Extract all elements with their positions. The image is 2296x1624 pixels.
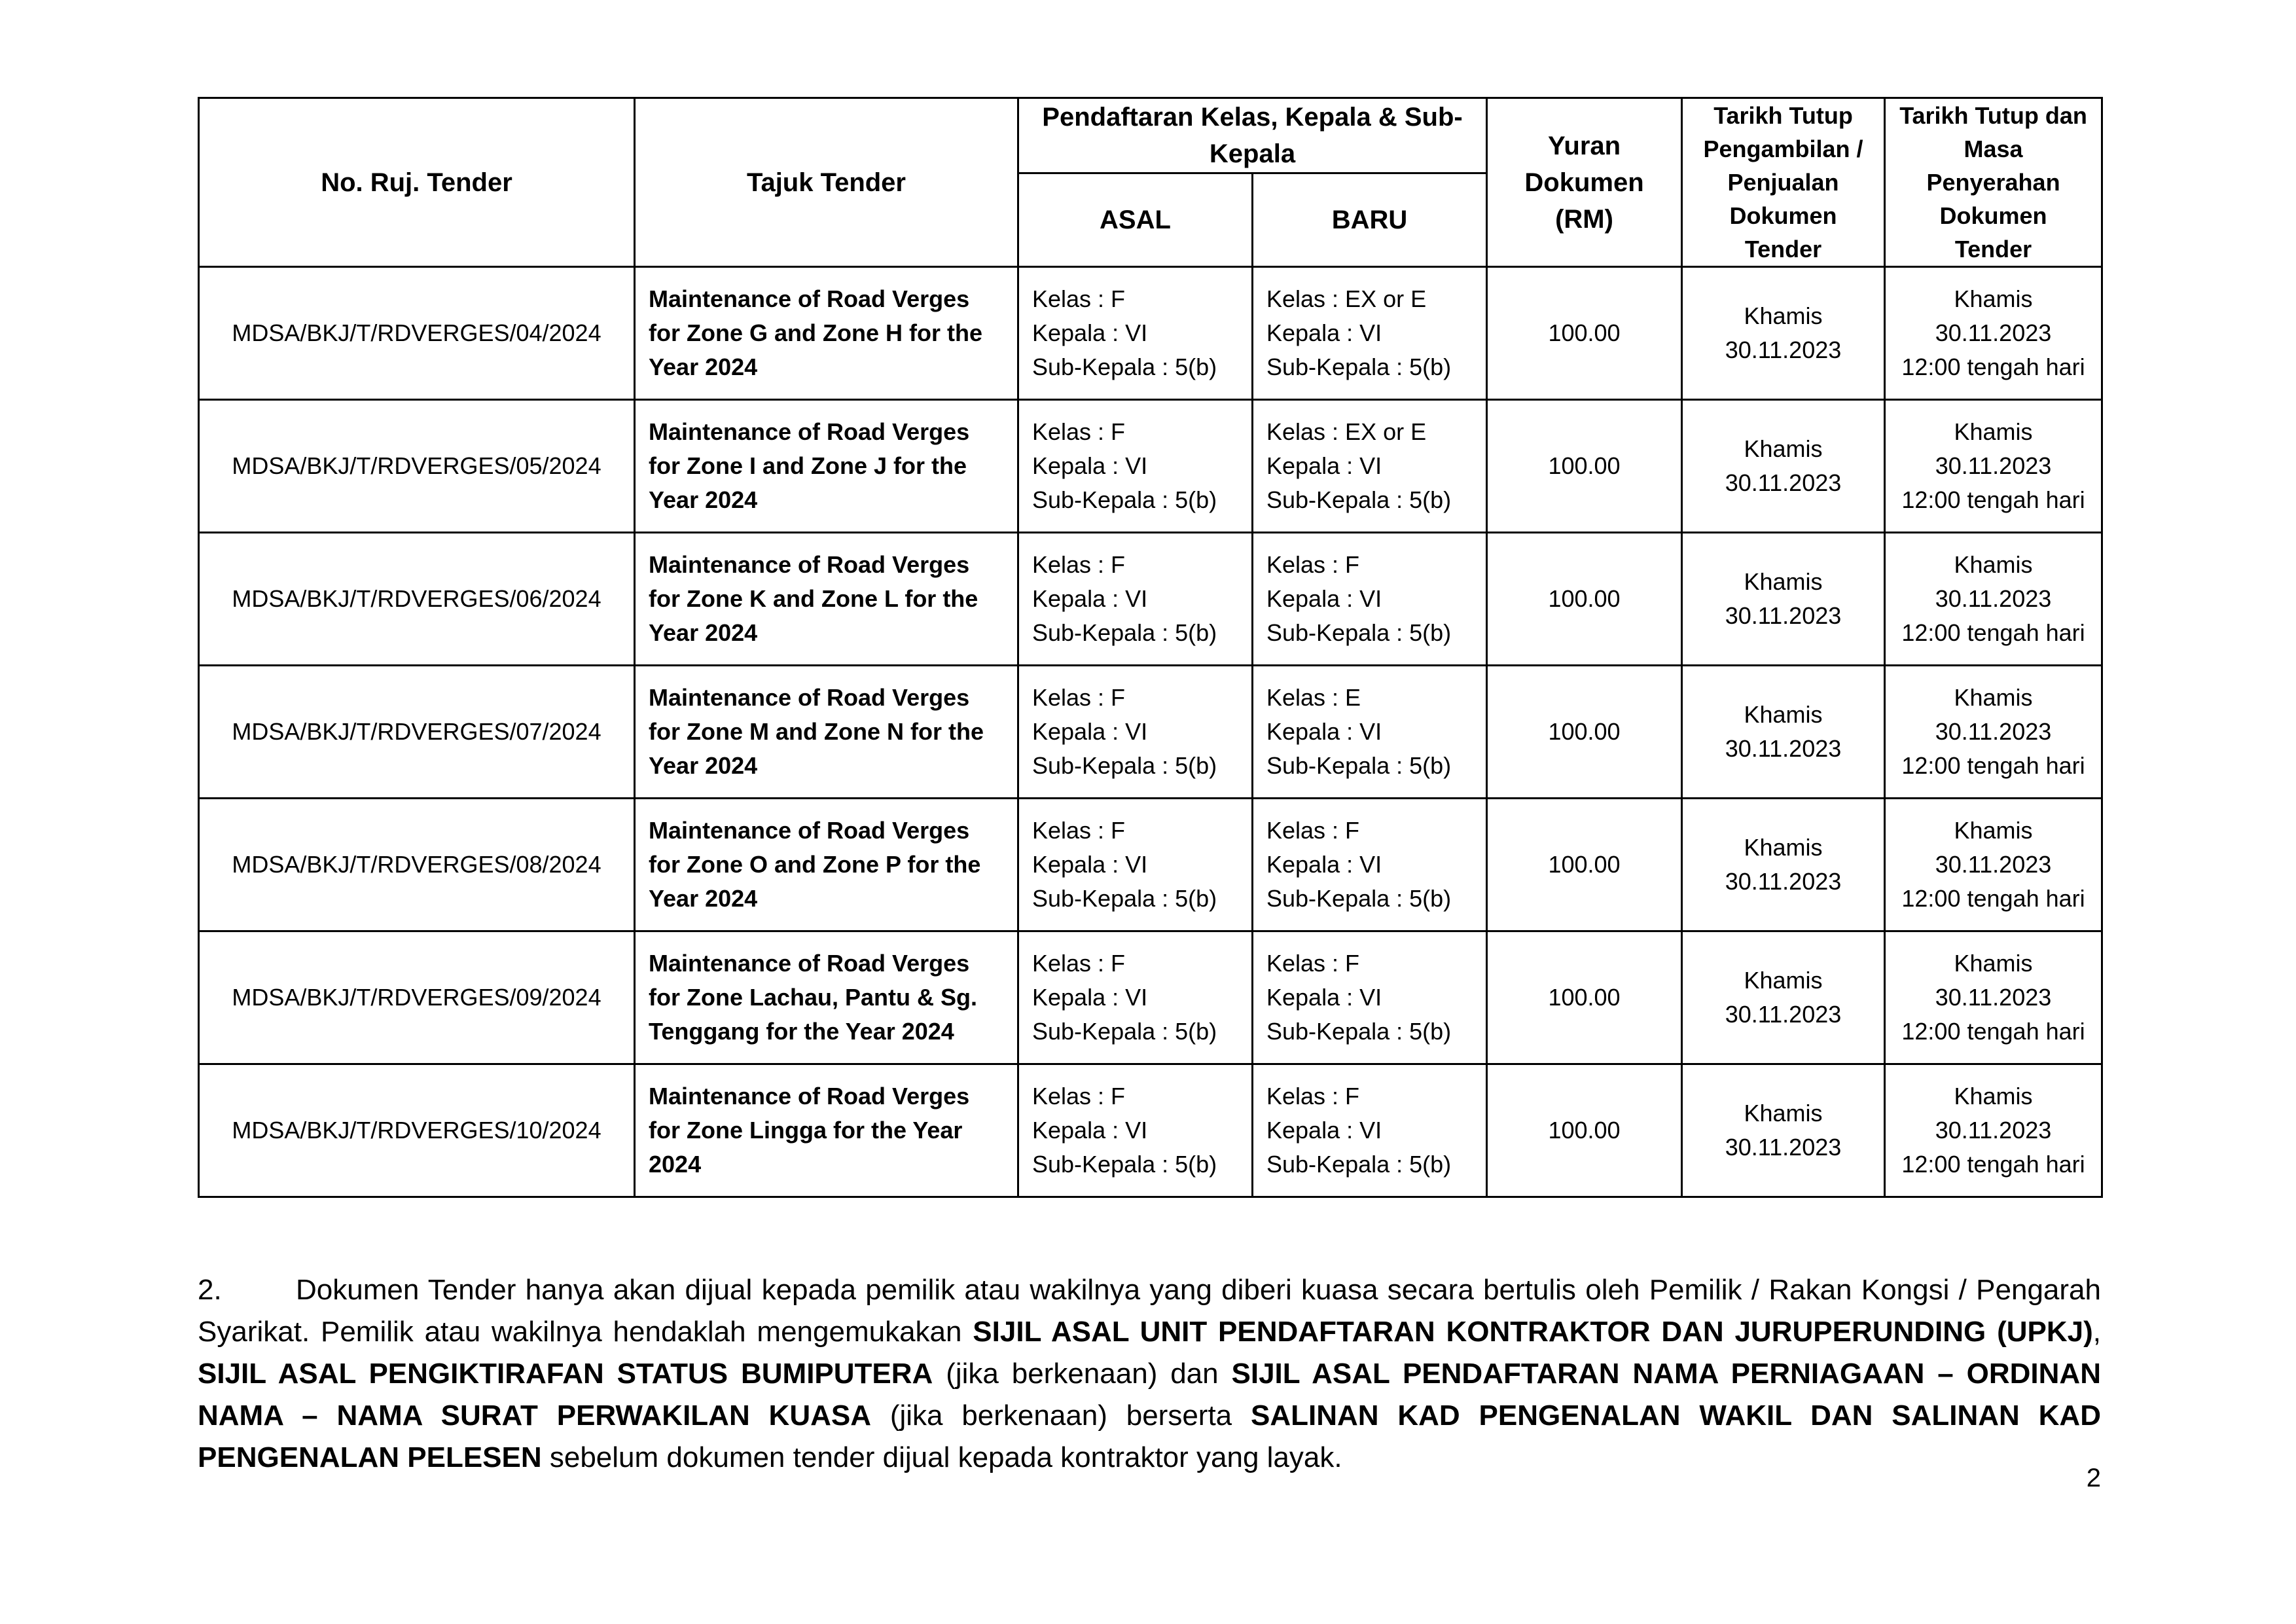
registration-line: Kelas : F <box>1266 551 1360 578</box>
tender-title <box>635 931 1018 1064</box>
document-fee: 100.00 <box>1487 1064 1682 1197</box>
document-fee: 100.00 <box>1487 931 1682 1064</box>
submission-close <box>1885 533 2102 666</box>
registration-line: Kelas : EX or E <box>1266 418 1427 445</box>
tender-title-line: Maintenance of Road Verges <box>649 1083 970 1110</box>
tender-title <box>635 666 1018 799</box>
header-asal: ASAL <box>1018 173 1253 267</box>
date-line: 30.11.2023 <box>1725 1134 1842 1161</box>
registration-baru <box>1253 533 1487 666</box>
submission-close <box>1885 666 2102 799</box>
registration-line: Kepala : VI <box>1032 718 1148 745</box>
registration-asal <box>1018 533 1253 666</box>
tender-title <box>635 1064 1018 1197</box>
registration-asal <box>1018 267 1253 400</box>
registration-line: Sub-Kepala : 5(b) <box>1266 752 1452 779</box>
registration-line: Kelas : EX or E <box>1266 285 1427 312</box>
date-line: 30.11.2023 <box>1935 718 2052 745</box>
date-line: Khamis <box>1954 418 2033 445</box>
registration-line: Kelas : F <box>1266 1083 1360 1110</box>
tender-title-line: Year 2024 <box>649 752 758 779</box>
registration-line: Kepala : VI <box>1266 718 1382 745</box>
registration-line: Sub-Kepala : 5(b) <box>1032 1018 1217 1045</box>
submission-close <box>1885 1064 2102 1197</box>
tender-title-line: for Zone K and Zone L for the <box>649 585 978 612</box>
date-line: 30.11.2023 <box>1935 1117 2052 1144</box>
document-fee: 100.00 <box>1487 799 1682 931</box>
date-line: Khamis <box>1744 967 1823 994</box>
registration-baru <box>1253 400 1487 533</box>
tender-title-line: Year 2024 <box>649 619 758 646</box>
table-row <box>199 931 2102 1064</box>
document-fee: 100.00 <box>1487 666 1682 799</box>
tender-ref-no: MDSA/BKJ/T/RDVERGES/09/2024 <box>199 931 635 1064</box>
paragraph-text: sebelum dokumen tender dijual kepada kontraktor yang layak. <box>541 1441 1342 1473</box>
tender-title <box>635 267 1018 400</box>
date-line: Khamis <box>1954 285 2033 312</box>
date-line: 12:00 tengah hari <box>1901 619 2085 646</box>
tender-title-line: Maintenance of Road Verges <box>649 950 970 977</box>
date-line: Khamis <box>1744 568 1823 595</box>
table-row <box>199 533 2102 666</box>
document-fee: 100.00 <box>1487 533 1682 666</box>
table-row <box>199 267 2102 400</box>
header-document-fee: Yuran Dokumen (RM) <box>1487 98 1682 267</box>
paragraph-bold-text: SIJIL ASAL PENGIKTIRAFAN STATUS BUMIPUTERA <box>198 1358 933 1390</box>
registration-asal <box>1018 666 1253 799</box>
sale-close-date <box>1682 931 1885 1064</box>
submission-close <box>1885 799 2102 931</box>
tender-table <box>198 97 2103 1198</box>
submission-close <box>1885 931 2102 1064</box>
date-line: Khamis <box>1744 1100 1823 1127</box>
paragraph-2 <box>198 1269 2101 1479</box>
registration-baru <box>1253 931 1487 1064</box>
tender-title-line: Maintenance of Road Verges <box>649 817 970 844</box>
tender-ref-no: MDSA/BKJ/T/RDVERGES/10/2024 <box>199 1064 635 1197</box>
registration-line: Kepala : VI <box>1266 452 1382 479</box>
tender-title <box>635 799 1018 931</box>
submission-close <box>1885 400 2102 533</box>
registration-baru <box>1253 1064 1487 1197</box>
paragraph-text: , <box>2092 1316 2101 1348</box>
registration-line: Kepala : VI <box>1266 984 1382 1011</box>
registration-line: Sub-Kepala : 5(b) <box>1032 353 1217 380</box>
tender-ref-no: MDSA/BKJ/T/RDVERGES/07/2024 <box>199 666 635 799</box>
date-line: 12:00 tengah hari <box>1901 1151 2085 1178</box>
registration-line: Kelas : F <box>1266 817 1360 844</box>
tender-title <box>635 400 1018 533</box>
sale-close-date <box>1682 533 1885 666</box>
registration-line: Kelas : F <box>1032 551 1126 578</box>
header-tender-title: Tajuk Tender <box>635 98 1018 267</box>
registration-baru <box>1253 799 1487 931</box>
sale-close-date <box>1682 267 1885 400</box>
registration-line: Sub-Kepala : 5(b) <box>1032 486 1217 513</box>
tender-title-line: 2024 <box>649 1151 702 1178</box>
table-header-row <box>199 98 2102 173</box>
date-line: Khamis <box>1954 950 2033 977</box>
registration-line: Kepala : VI <box>1032 452 1148 479</box>
table-row <box>199 799 2102 931</box>
document-fee: 100.00 <box>1487 400 1682 533</box>
registration-asal <box>1018 400 1253 533</box>
date-line: 12:00 tengah hari <box>1901 885 2085 912</box>
date-line: 30.11.2023 <box>1725 469 1842 496</box>
date-line: 30.11.2023 <box>1725 336 1842 363</box>
registration-line: Kelas : F <box>1266 950 1360 977</box>
registration-baru <box>1253 666 1487 799</box>
table-row <box>199 666 2102 799</box>
date-line: Khamis <box>1744 701 1823 728</box>
registration-line: Kelas : F <box>1032 950 1126 977</box>
registration-line: Kelas : F <box>1032 418 1126 445</box>
registration-line: Sub-Kepala : 5(b) <box>1266 1151 1452 1178</box>
header-sale-close-date: Tarikh Tutup Pengambilan / Penjualan Dokumen Tender <box>1682 98 1885 267</box>
header-submission-close: Tarikh Tutup dan Masa Penyerahan Dokumen Tender <box>1885 98 2102 267</box>
registration-line: Sub-Kepala : 5(b) <box>1266 885 1452 912</box>
date-line: 12:00 tengah hari <box>1901 486 2085 513</box>
registration-line: Kepala : VI <box>1032 585 1148 612</box>
paragraph-number: 2. <box>198 1274 222 1306</box>
table-body <box>199 267 2102 1197</box>
date-line: Khamis <box>1954 817 2033 844</box>
tender-title-line: Year 2024 <box>649 353 758 380</box>
registration-line: Sub-Kepala : 5(b) <box>1032 752 1217 779</box>
date-line: 12:00 tengah hari <box>1901 1018 2085 1045</box>
date-line: 30.11.2023 <box>1935 452 2052 479</box>
sale-close-date <box>1682 400 1885 533</box>
document-fee: 100.00 <box>1487 267 1682 400</box>
sale-close-date <box>1682 666 1885 799</box>
date-line: 30.11.2023 <box>1725 602 1842 629</box>
registration-line: Kepala : VI <box>1032 984 1148 1011</box>
tender-ref-no: MDSA/BKJ/T/RDVERGES/06/2024 <box>199 533 635 666</box>
paragraph-text: (jika berkenaan) berserta <box>871 1399 1251 1432</box>
page-number: 2 <box>2086 1464 2101 1492</box>
registration-line: Sub-Kepala : 5(b) <box>1266 486 1452 513</box>
date-line: 30.11.2023 <box>1935 585 2052 612</box>
tender-title-line: Maintenance of Road Verges <box>649 418 970 445</box>
tender-ref-no: MDSA/BKJ/T/RDVERGES/08/2024 <box>199 799 635 931</box>
tender-title-line: Year 2024 <box>649 486 758 513</box>
tender-title-line: Maintenance of Road Verges <box>649 285 970 312</box>
tender-title-line: Maintenance of Road Verges <box>649 684 970 711</box>
table-row <box>199 400 2102 533</box>
paragraph-bold-text: SIJIL ASAL UNIT PENDAFTARAN KONTRAKTOR DAN JURUPERUNDING (UPKJ) <box>973 1316 2093 1348</box>
tender-title-line: Tenggang for the Year 2024 <box>649 1018 954 1045</box>
paragraph-bold-text: SIJIL ASAL PENDAFTARAN NAMA PERNIAGAAN – ORDINAN NAMA – NAMA SURAT PERWAKILAN KUASA <box>198 1358 2101 1432</box>
tender-title-line: for Zone O and Zone P for the <box>649 851 981 878</box>
paragraph-bold-text: SALINAN KAD PENGENALAN WAKIL DAN SALINAN KAD PENGENALAN PELESEN <box>198 1399 2101 1473</box>
registration-line: Kelas : F <box>1032 285 1126 312</box>
registration-line: Kepala : VI <box>1266 319 1382 346</box>
date-line: 30.11.2023 <box>1935 851 2052 878</box>
date-line: 30.11.2023 <box>1725 1001 1842 1028</box>
tender-title-line: for Zone G and Zone H for the <box>649 319 982 346</box>
date-line: Khamis <box>1954 1083 2033 1110</box>
registration-line: Kelas : E <box>1266 684 1361 711</box>
date-line: 12:00 tengah hari <box>1901 752 2085 779</box>
sale-close-date <box>1682 799 1885 931</box>
date-line: Khamis <box>1954 684 2033 711</box>
registration-line: Sub-Kepala : 5(b) <box>1032 1151 1217 1178</box>
registration-line: Kepala : VI <box>1266 851 1382 878</box>
registration-line: Kepala : VI <box>1032 1117 1148 1144</box>
date-line: 30.11.2023 <box>1725 735 1842 762</box>
registration-line: Sub-Kepala : 5(b) <box>1266 619 1452 646</box>
registration-baru <box>1253 267 1487 400</box>
registration-line: Kelas : F <box>1032 684 1126 711</box>
registration-line: Kelas : F <box>1032 817 1126 844</box>
table-row <box>199 1064 2102 1197</box>
registration-line: Kepala : VI <box>1266 585 1382 612</box>
sale-close-date <box>1682 1064 1885 1197</box>
registration-asal <box>1018 931 1253 1064</box>
registration-line: Sub-Kepala : 5(b) <box>1266 1018 1452 1045</box>
header-registration: Pendaftaran Kelas, Kepala & Sub-Kepala <box>1018 98 1487 173</box>
date-line: 30.11.2023 <box>1935 319 2052 346</box>
registration-line: Kelas : F <box>1032 1083 1126 1110</box>
tender-title-line: for Zone I and Zone J for the <box>649 452 967 479</box>
tender-title-line: Maintenance of Road Verges <box>649 551 970 578</box>
date-line: 30.11.2023 <box>1935 984 2052 1011</box>
tender-title-line: Year 2024 <box>649 885 758 912</box>
tender-ref-no: MDSA/BKJ/T/RDVERGES/05/2024 <box>199 400 635 533</box>
tender-ref-no: MDSA/BKJ/T/RDVERGES/04/2024 <box>199 267 635 400</box>
date-line: 30.11.2023 <box>1725 868 1842 895</box>
registration-line: Kepala : VI <box>1032 319 1148 346</box>
registration-asal <box>1018 799 1253 931</box>
registration-asal <box>1018 1064 1253 1197</box>
paragraph-text: (jika berkenaan) dan <box>933 1358 1232 1390</box>
header-baru: BARU <box>1253 173 1487 267</box>
tender-title-line: for Zone Lachau, Pantu & Sg. <box>649 984 978 1011</box>
registration-line: Sub-Kepala : 5(b) <box>1032 885 1217 912</box>
registration-line: Sub-Kepala : 5(b) <box>1032 619 1217 646</box>
registration-line: Kepala : VI <box>1266 1117 1382 1144</box>
header-ref-no: No. Ruj. Tender <box>199 98 635 267</box>
paragraph-text: Dokumen Tender hanya akan dijual kepada pemilik atau wakilnya yang diberi kuasa secara bertulis oleh Pemilik / Rakan Kongsi / Pengarah Syarikat. Pemilik atau wakilnya hendaklah mengemukakan <box>198 1274 2101 1348</box>
tender-title-line: for Zone M and Zone N for the <box>649 718 984 745</box>
date-line: Khamis <box>1744 834 1823 861</box>
registration-line: Sub-Kepala : 5(b) <box>1266 353 1452 380</box>
date-line: Khamis <box>1744 302 1823 329</box>
date-line: 12:00 tengah hari <box>1901 353 2085 380</box>
registration-line: Kepala : VI <box>1032 851 1148 878</box>
tender-title-line: for Zone Lingga for the Year <box>649 1117 963 1144</box>
date-line: Khamis <box>1744 435 1823 462</box>
tender-title <box>635 533 1018 666</box>
date-line: Khamis <box>1954 551 2033 578</box>
submission-close <box>1885 267 2102 400</box>
